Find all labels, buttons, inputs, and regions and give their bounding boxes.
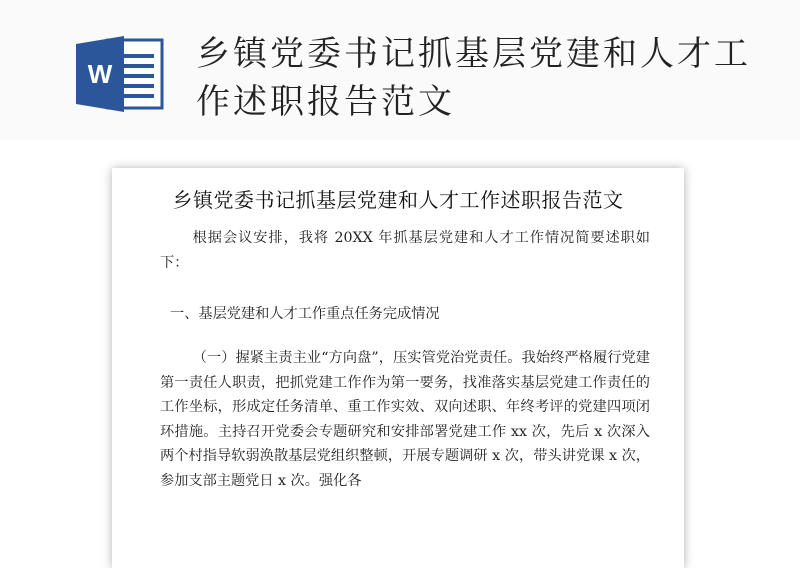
body-paragraph: （一）握紧主责主业“方向盘”，压实管党治党责任。我始终严格履行党建第一责任人职责，把抓党建工作作为第一要务，找准落实基层党建工作责任的工作坐标，形成定任务清单、重工作实效、双向述职、年终考评的党建四项闭环措施。主持召开党委会专题研究和安排部署党建工作 xx 次，先后 x 次深入两个村指导软弱涣散基层党组织整顿，开展专题调研 x 次，带头讲党课 x 次，参加支部主题党日 x 次。强化各 [160, 350, 650, 489]
header-title: 乡镇党委书记抓基层党建和人才工作述职报告范文 [196, 34, 751, 122]
section-heading: 一、基层党建和人才工作重点任务完成情况 [170, 306, 440, 322]
document-title: 乡镇党委书记抓基层党建和人才工作述职报告范文 [172, 188, 624, 212]
intro-paragraph: 根据会议安排，我将 20XX 年抓基层党建和人才工作情况简要述职如下： [160, 230, 650, 271]
word-icon [74, 34, 166, 114]
svg-text:W: W [87, 59, 113, 89]
document-page [112, 168, 684, 568]
header-banner [0, 0, 800, 140]
